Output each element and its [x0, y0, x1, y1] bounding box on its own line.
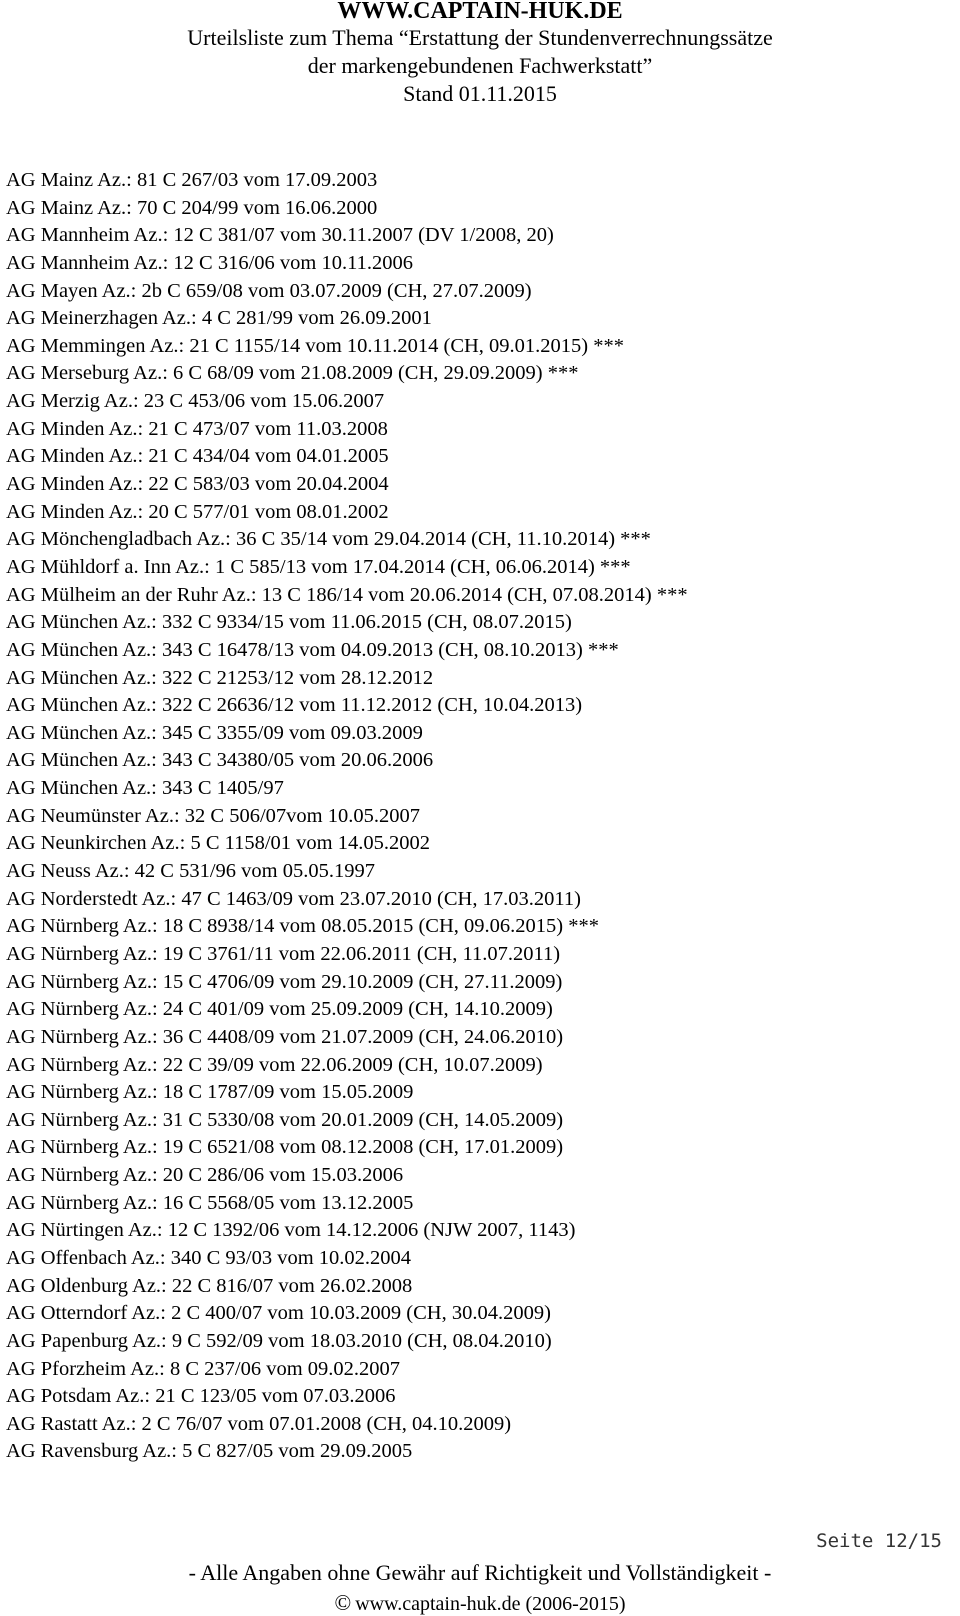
list-item: AG Nürtingen Az.: 12 C 1392/06 vom 14.12.2006 (NJW 2007, 1143) — [6, 1219, 576, 1242]
list-item: AG Norderstedt Az.: 47 C 1463/09 vom 23.07.2010 (CH, 17.03.2011) — [6, 887, 581, 910]
judgment-list — [6, 167, 946, 1466]
list-item: AG Minden Az.: 21 C 473/07 vom 11.03.2008 — [6, 417, 388, 440]
list-item: AG Nürnberg Az.: 36 C 4408/09 vom 21.07.2009 (CH, 24.06.2010) — [6, 1025, 564, 1048]
list-item: AG Merseburg Az.: 6 C 68/09 vom 21.08.2009 (CH, 29.09.2009) *** — [6, 362, 579, 385]
site-title: WWW.CAPTAIN-HUK.DE — [337, 0, 623, 24]
list-item: AG München Az.: 343 C 1405/97 — [6, 777, 284, 800]
list-item: AG Meinerzhagen Az.: 4 C 281/99 vom 26.09.2001 — [6, 307, 432, 330]
list-item: AG Neumünster Az.: 32 C 506/07vom 10.05.2007 — [6, 804, 420, 827]
list-item: AG Nürnberg Az.: 31 C 5330/08 vom 20.01.2009 (CH, 14.05.2009) — [6, 1108, 564, 1131]
list-item: AG Memmingen Az.: 21 C 1155/14 vom 10.11.2014 (CH, 09.01.2015) *** — [6, 334, 625, 357]
list-item: AG München Az.: 343 C 16478/13 vom 04.09.2013 (CH, 08.10.2013) *** — [6, 638, 619, 661]
list-item: AG Minden Az.: 21 C 434/04 vom 04.01.2005 — [6, 445, 389, 468]
list-item: AG Rastatt Az.: 2 C 76/07 vom 07.01.2008 (CH, 04.10.2009) — [6, 1412, 512, 1435]
list-item: AG Potsdam Az.: 21 C 123/05 vom 07.03.2006 — [6, 1385, 396, 1408]
list-item: AG Neunkirchen Az.: 5 C 1158/01 vom 14.05.2002 — [6, 832, 431, 855]
list-item: AG Mannheim Az.: 12 C 316/06 vom 10.11.2006 — [6, 251, 413, 274]
list-item: AG Oldenburg Az.: 22 C 816/07 vom 26.02.2008 — [6, 1274, 413, 1297]
list-item: AG Minden Az.: 22 C 583/03 vom 20.04.2004 — [6, 473, 389, 496]
list-item: AG Mainz Az.: 70 C 204/99 vom 16.06.2000 — [6, 196, 378, 219]
list-item: AG Neuss Az.: 42 C 531/96 vom 05.05.1997 — [6, 860, 375, 883]
list-item: AG Mainz Az.: 81 C 267/03 vom 17.09.2003 — [6, 169, 378, 191]
list-item: AG Otterndorf Az.: 2 C 400/07 vom 10.03.2009 (CH, 30.04.2009) — [6, 1302, 551, 1325]
subtitle-line-2: der markengebundenen Fachwerkstatt” — [307, 53, 653, 78]
list-item: AG Minden Az.: 20 C 577/01 vom 08.01.2002 — [6, 500, 389, 523]
page-number: Seite 12/15 — [816, 1530, 942, 1552]
list-item: AG München Az.: 322 C 26636/12 vom 11.12.2012 (CH, 10.04.2013) — [6, 694, 583, 717]
list-item: AG Nürnberg Az.: 15 C 4706/09 vom 29.10.2009 (CH, 27.11.2009) — [6, 970, 563, 993]
list-item: AG Nürnberg Az.: 18 C 1787/09 vom 15.05.2009 — [6, 1081, 414, 1104]
list-item: AG Nürnberg Az.: 16 C 5568/05 vom 13.12.2005 — [6, 1191, 414, 1214]
disclaimer: - Alle Angaben ohne Gewähr auf Richtigkeit und Vollständigkeit - — [188, 1560, 772, 1585]
list-item: AG Offenbach Az.: 340 C 93/03 vom 10.02.2004 — [6, 1246, 412, 1269]
list-item: AG Nürnberg Az.: 19 C 6521/08 vom 08.12.2008 (CH, 17.01.2009) — [6, 1136, 564, 1159]
list-item: AG Mühldorf a. Inn Az.: 1 C 585/13 vom 17.04.2014 (CH, 06.06.2014) *** — [6, 555, 631, 578]
list-item: AG Nürnberg Az.: 18 C 8938/14 vom 08.05.2015 (CH, 09.06.2015) *** — [6, 915, 599, 938]
list-item: AG München Az.: 322 C 21253/12 vom 28.12.2012 — [6, 666, 434, 689]
list-item: AG München Az.: 343 C 34380/05 vom 20.06.2006 — [6, 749, 434, 772]
list-item: AG Papenburg Az.: 9 C 592/09 vom 18.03.2010 (CH, 08.04.2010) — [6, 1329, 552, 1352]
list-item: AG Mülheim an der Ruhr Az.: 13 C 186/14 vom 20.06.2014 (CH, 07.08.2014) *** — [6, 583, 688, 606]
list-item: AG Pforzheim Az.: 8 C 237/06 vom 09.02.2007 — [6, 1357, 401, 1380]
copyright-line — [0, 1590, 960, 1616]
copyright-text: www.captain-huk.de (2006-2015) — [355, 1593, 626, 1615]
list-item: AG München Az.: 332 C 9334/15 vom 11.06.2015 (CH, 08.07.2015) — [6, 611, 572, 634]
subtitle-line-1: Urteilsliste zum Thema “Erstattung der Stundenverrechnungssätze — [187, 25, 773, 50]
list-item: AG Nürnberg Az.: 19 C 3761/11 vom 22.06.2011 (CH, 11.07.2011) — [6, 942, 561, 965]
list-item: AG Mayen Az.: 2b C 659/08 vom 03.07.2009 (CH, 27.07.2009) — [6, 279, 532, 302]
list-item: AG Mönchengladbach Az.: 36 C 35/14 vom 29.04.2014 (CH, 11.10.2014) *** — [6, 528, 651, 551]
copyright-icon: © — [334, 1590, 352, 1615]
list-item: AG Mannheim Az.: 12 C 381/07 vom 30.11.2007 (DV 1/2008, 20) — [6, 224, 554, 247]
list-item: AG Nürnberg Az.: 22 C 39/09 vom 22.06.2009 (CH, 10.07.2009) — [6, 1053, 543, 1076]
list-item: AG Merzig Az.: 23 C 453/06 vom 15.06.2007 — [6, 390, 385, 413]
list-item: AG Ravensburg Az.: 5 C 827/05 vom 29.09.2005 — [6, 1440, 413, 1463]
list-item: AG Nürnberg Az.: 24 C 401/09 vom 25.09.2009 (CH, 14.10.2009) — [6, 998, 553, 1021]
document-header — [0, 0, 960, 108]
stand-date: Stand 01.11.2015 — [403, 81, 557, 106]
list-item: AG Nürnberg Az.: 20 C 286/06 vom 15.03.2006 — [6, 1164, 404, 1187]
list-item: AG München Az.: 345 C 3355/09 vom 09.03.2009 — [6, 721, 423, 744]
